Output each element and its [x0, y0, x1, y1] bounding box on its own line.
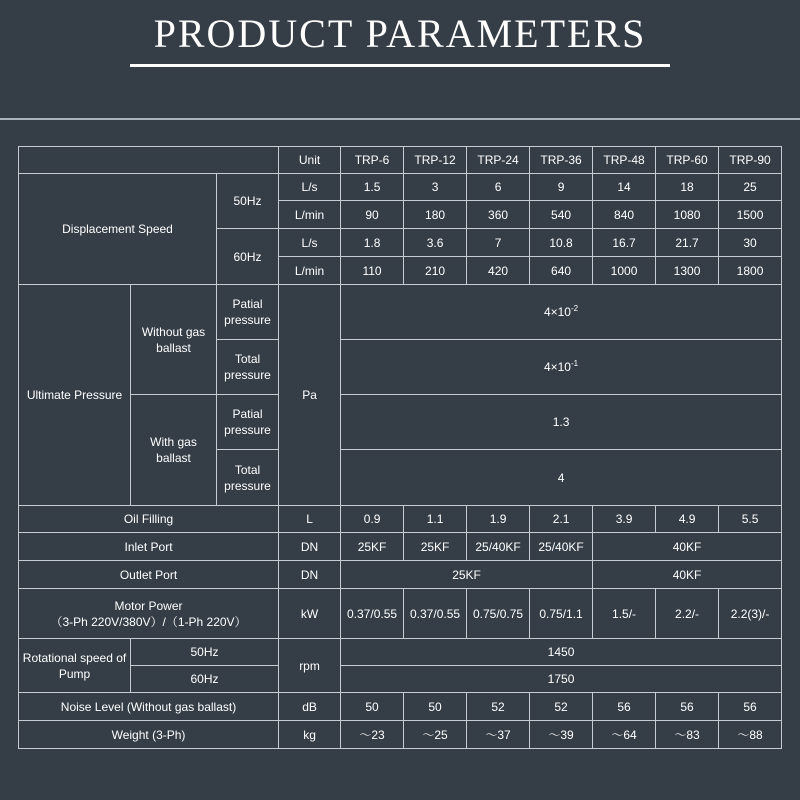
value-cell: 9 [530, 174, 593, 201]
value-cell: ～23 [341, 721, 404, 749]
value-cell: ～37 [467, 721, 530, 749]
value-cell: 1.9 [467, 506, 530, 533]
ultimate-without-total-value [341, 340, 782, 395]
value-cell: 1080 [656, 201, 719, 229]
value-cell: 640 [530, 257, 593, 285]
value-cell: 840 [593, 201, 656, 229]
unit-cell: L [279, 506, 341, 533]
table-row [19, 395, 782, 450]
value-cell-merged: 25KF [341, 561, 593, 589]
value-cell: 0.37/0.55 [341, 589, 404, 639]
value-cell: ～64 [593, 721, 656, 749]
value-cell: 7 [467, 229, 530, 257]
table-row [19, 506, 782, 533]
value-cell-merged: 1750 [341, 666, 782, 693]
value-cell-merged: 40KF [593, 533, 782, 561]
value-cell: 1.5 [341, 174, 404, 201]
value-cell: 18 [656, 174, 719, 201]
table-row [19, 666, 782, 693]
value-cell: 0.75/0.75 [467, 589, 530, 639]
header-model: TRP-48 [593, 147, 656, 174]
value-cell: ～39 [530, 721, 593, 749]
value-cell: 0.75/1.1 [530, 589, 593, 639]
partial-pressure-label: Patial pressure [217, 285, 279, 340]
unit-cell: kW [279, 589, 341, 639]
ultimate-pressure-label: Ultimate Pressure [19, 285, 131, 506]
header-model: TRP-60 [656, 147, 719, 174]
noise-level-label: Noise Level (Without gas ballast) [19, 693, 279, 721]
value-cell: 360 [467, 201, 530, 229]
without-gas-ballast-label: Without gas ballast [131, 285, 217, 395]
value-cell: 1800 [719, 257, 782, 285]
motor-power-title: Motor Power [114, 598, 183, 613]
value-cell: 1500 [719, 201, 782, 229]
value-cell: 0.37/0.55 [404, 589, 467, 639]
unit-cell: DN [279, 561, 341, 589]
value-cell-merged: 1450 [341, 639, 782, 666]
section-divider [0, 118, 800, 120]
table-row [19, 174, 782, 201]
value-cell: 1.8 [341, 229, 404, 257]
ultimate-without-partial-value [341, 285, 782, 340]
unit-cell: L/s [279, 229, 341, 257]
value-cell: 2.2/- [656, 589, 719, 639]
value-cell: 10.8 [530, 229, 593, 257]
freq-60hz-label: 60Hz [217, 229, 279, 285]
value-cell: 52 [530, 693, 593, 721]
value-cell: 110 [341, 257, 404, 285]
value-cell: 52 [467, 693, 530, 721]
oil-filling-label: Oil Filling [19, 506, 279, 533]
value-cell: 1000 [593, 257, 656, 285]
ultimate-with-total-value: 4 [341, 450, 782, 506]
value-cell-merged: 40KF [593, 561, 782, 589]
value-cell: 180 [404, 201, 467, 229]
header-empty-cell [19, 147, 279, 174]
motor-power-label [19, 589, 279, 639]
value-cell: ～83 [656, 721, 719, 749]
value-cell: 4.9 [656, 506, 719, 533]
value-cell: 25 [719, 174, 782, 201]
unit-cell: L/s [279, 174, 341, 201]
unit-cell: rpm [279, 639, 341, 693]
freq-50hz-label: 50Hz [131, 639, 279, 666]
value-cell: 25KF [404, 533, 467, 561]
unit-cell: dB [279, 693, 341, 721]
table-row [19, 561, 782, 589]
value-cell: 3.6 [404, 229, 467, 257]
value-cell: 25KF [341, 533, 404, 561]
table-row [19, 589, 782, 639]
value-cell: 21.7 [656, 229, 719, 257]
value-cell: 2.1 [530, 506, 593, 533]
value-cell: 5.5 [719, 506, 782, 533]
header-model: TRP-6 [341, 147, 404, 174]
outlet-port-label: Outlet Port [19, 561, 279, 589]
freq-60hz-label: 60Hz [131, 666, 279, 693]
table-row [19, 285, 782, 340]
value-cell: 14 [593, 174, 656, 201]
value-cell: 420 [467, 257, 530, 285]
header-model: TRP-36 [530, 147, 593, 174]
value-cell: 90 [341, 201, 404, 229]
freq-50hz-label: 50Hz [217, 174, 279, 229]
value-cell: 56 [593, 693, 656, 721]
value-cell: 56 [719, 693, 782, 721]
total-pressure-label: Total pressure [217, 340, 279, 395]
table-header-row [19, 147, 782, 174]
product-parameters-table [18, 146, 782, 749]
value-cell: 25/40KF [530, 533, 593, 561]
total-pressure-label: Total pressure [217, 450, 279, 506]
table-row [19, 693, 782, 721]
unit-cell: L/min [279, 257, 341, 285]
unit-cell: kg [279, 721, 341, 749]
value-cell: 6 [467, 174, 530, 201]
value-cell: ～88 [719, 721, 782, 749]
unit-cell: DN [279, 533, 341, 561]
value-cell: 25/40KF [467, 533, 530, 561]
value-cell: 0.9 [341, 506, 404, 533]
value-base: 4×10 [543, 360, 571, 374]
value-cell: 1.1 [404, 506, 467, 533]
value-cell: 3 [404, 174, 467, 201]
value-cell: 1.5/- [593, 589, 656, 639]
value-cell: 540 [530, 201, 593, 229]
partial-pressure-label: Patial pressure [217, 395, 279, 450]
value-cell: 50 [404, 693, 467, 721]
with-gas-ballast-label: With gas ballast [131, 395, 217, 506]
header-model: TRP-24 [467, 147, 530, 174]
ultimate-with-partial-value: 1.3 [341, 395, 782, 450]
value-cell: ～25 [404, 721, 467, 749]
value-exponent: -1 [570, 359, 579, 368]
unit-cell: L/min [279, 201, 341, 229]
value-cell: 210 [404, 257, 467, 285]
value-cell: 56 [656, 693, 719, 721]
displacement-speed-label: Displacement Speed [19, 174, 217, 285]
header-model: TRP-90 [719, 147, 782, 174]
ultimate-unit-cell: Pa [279, 285, 341, 506]
motor-power-subtitle: （3-Ph 220V/380V）/（1-Ph 220V） [50, 614, 247, 629]
table-row [19, 721, 782, 749]
table-row [19, 533, 782, 561]
weight-label: Weight (3-Ph) [19, 721, 279, 749]
value-cell: 50 [341, 693, 404, 721]
header-unit: Unit [279, 147, 341, 174]
page-title: PRODUCT PARAMETERS [153, 11, 647, 56]
value-cell: 2.2(3)/- [719, 589, 782, 639]
value-cell: 16.7 [593, 229, 656, 257]
value-cell: 1300 [656, 257, 719, 285]
value-base: 4×10 [543, 305, 571, 319]
value-exponent: -2 [570, 304, 579, 313]
value-cell: 30 [719, 229, 782, 257]
rotational-speed-label: Rotational speed of Pump [19, 639, 131, 693]
header-model: TRP-12 [404, 147, 467, 174]
inlet-port-label: Inlet Port [19, 533, 279, 561]
title-underline [130, 64, 670, 67]
value-cell: 3.9 [593, 506, 656, 533]
table-row [19, 639, 782, 666]
